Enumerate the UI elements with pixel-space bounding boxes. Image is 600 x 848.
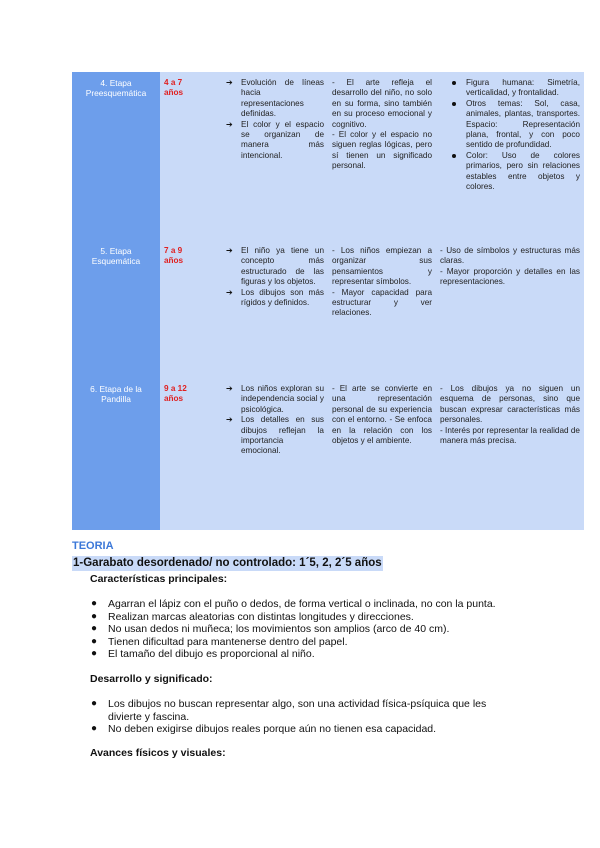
table-row bbox=[72, 378, 584, 530]
avances-subheading: Avances físicos y visuales: bbox=[90, 747, 226, 759]
arrow-icon: ➔ bbox=[226, 287, 233, 297]
arrow-icon: ➔ bbox=[226, 384, 233, 393]
stages-table bbox=[72, 72, 584, 530]
themes-cell bbox=[436, 72, 584, 240]
list-item: ● No deben exigirse dibujos reales porque aún no tienen esa capacidad. bbox=[91, 723, 437, 735]
age-range: 4 a 7 años bbox=[160, 72, 220, 240]
arrow-icon: ➔ bbox=[226, 415, 233, 425]
list-item: Otros temas: Sol, casa, animales, plantas, transportes. Espacio: Representación plana, frontal, y con poco sentido de profundidad. bbox=[440, 99, 580, 151]
bullet-icon: ● bbox=[91, 723, 98, 734]
list-item: ● Realizan marcas aleatorias con distintas longitudes y direcciones. bbox=[91, 610, 414, 623]
arrow-icon: ➔ bbox=[226, 119, 233, 129]
list-item: ● Los dibujos no buscan representar algo, son una actividad física-psíquica que les divierte y fascina. bbox=[91, 698, 487, 723]
bullet-icon bbox=[452, 154, 456, 158]
bullet-icon bbox=[452, 81, 456, 85]
table-row bbox=[72, 72, 584, 240]
list-item: ● No usan dedos ni muñeca; los movimientos son amplios (arco de 40 cm). bbox=[91, 623, 450, 635]
bullet-icon: ● bbox=[91, 598, 98, 609]
bullet-icon: ● bbox=[91, 610, 98, 622]
table-row bbox=[72, 240, 584, 378]
development-cell: - El arte refleja el desarrollo del niño, no solo en su forma, sino también en su proceso emocional y cognitivo. - El color y el espacio no siguen reglas lógicas, pero sí tienen un significado personal. bbox=[328, 72, 436, 240]
arrow-icon: ➔ bbox=[226, 78, 233, 87]
list-item: ➔ Los niños exploran su independencia social y psicológica. bbox=[226, 384, 324, 414]
themes-cell: - Los dibujos ya no siguen un esquema de personas, sino que buscan expresar características más personales. - Interés por representar la realidad de manera más precisa. bbox=[436, 378, 584, 530]
themes-cell: - Uso de símbolos y estructuras más claras. - Mayor proporción y detalles en las representaciones. bbox=[436, 240, 584, 378]
desarrollo-list bbox=[90, 698, 510, 736]
list-item: ➔ Los dibujos son más rígidos y definidos. bbox=[226, 287, 324, 308]
principal-subheading: Características principales: bbox=[90, 573, 228, 585]
age-range: 9 a 12 años bbox=[160, 378, 220, 530]
section-heading: 1-Garabato desordenado/ no controlado: 1´5, 2, 2´5 años bbox=[73, 557, 382, 569]
list-item: ➔ Evolución de líneas hacia representaciones definidas. bbox=[226, 78, 324, 119]
bullet-icon: ● bbox=[91, 635, 98, 647]
bullet-icon: ● bbox=[91, 648, 98, 659]
arrow-icon: ➔ bbox=[226, 246, 233, 255]
section-label: TEORIA bbox=[72, 540, 114, 552]
bullet-icon bbox=[452, 102, 456, 106]
characteristics-cell bbox=[220, 240, 328, 378]
age-range: 7 a 9 años bbox=[160, 240, 220, 378]
list-item: ➔ El color y el espacio se organizan de manera más intencional. bbox=[226, 119, 324, 160]
principal-list bbox=[90, 598, 530, 661]
characteristics-cell bbox=[220, 72, 328, 240]
stage-name: 6. Etapa de la Pandilla bbox=[72, 378, 160, 530]
development-cell: - El arte se convierte en una representación personal de su experiencia con el entorno. - Se enfoca en la relación con los objetos y el ambiente. bbox=[328, 378, 436, 530]
bullet-icon: ● bbox=[91, 698, 98, 709]
list-item: ➔ Los detalles en sus dibujos reflejan la importancia emocional. bbox=[226, 415, 324, 456]
list-item: Color: Uso de colores primarios, pero sin relaciones estables entre objetos y colores. bbox=[440, 151, 580, 193]
list-item: ● Agarran el lápiz con el puño o dedos, de forma vertical o inclinada, no con la punta. bbox=[91, 598, 496, 610]
desarrollo-subheading: Desarrollo y significado: bbox=[90, 673, 213, 685]
bullet-icon: ● bbox=[91, 623, 98, 634]
stage-name: 5. Etapa Esquemática bbox=[72, 240, 160, 378]
characteristics-cell bbox=[220, 378, 328, 530]
development-cell: - Los niños empiezan a organizar sus pensamientos y representar símbolos. - Mayor capacidad para estructurar y ver relaciones. bbox=[328, 240, 436, 378]
list-item: ● El tamaño del dibujo es proporcional al niño. bbox=[91, 648, 315, 660]
list-item: Figura humana: Simetría, verticalidad, y frontalidad. bbox=[440, 78, 580, 99]
list-item: ➔ El niño ya tiene un concepto más estructurado de las figuras y los objetos. bbox=[226, 246, 324, 287]
list-item: ● Tienen dificultad para mantenerse dentro del papel. bbox=[91, 635, 348, 648]
stage-name: 4. Etapa Preesquemática bbox=[72, 72, 160, 240]
